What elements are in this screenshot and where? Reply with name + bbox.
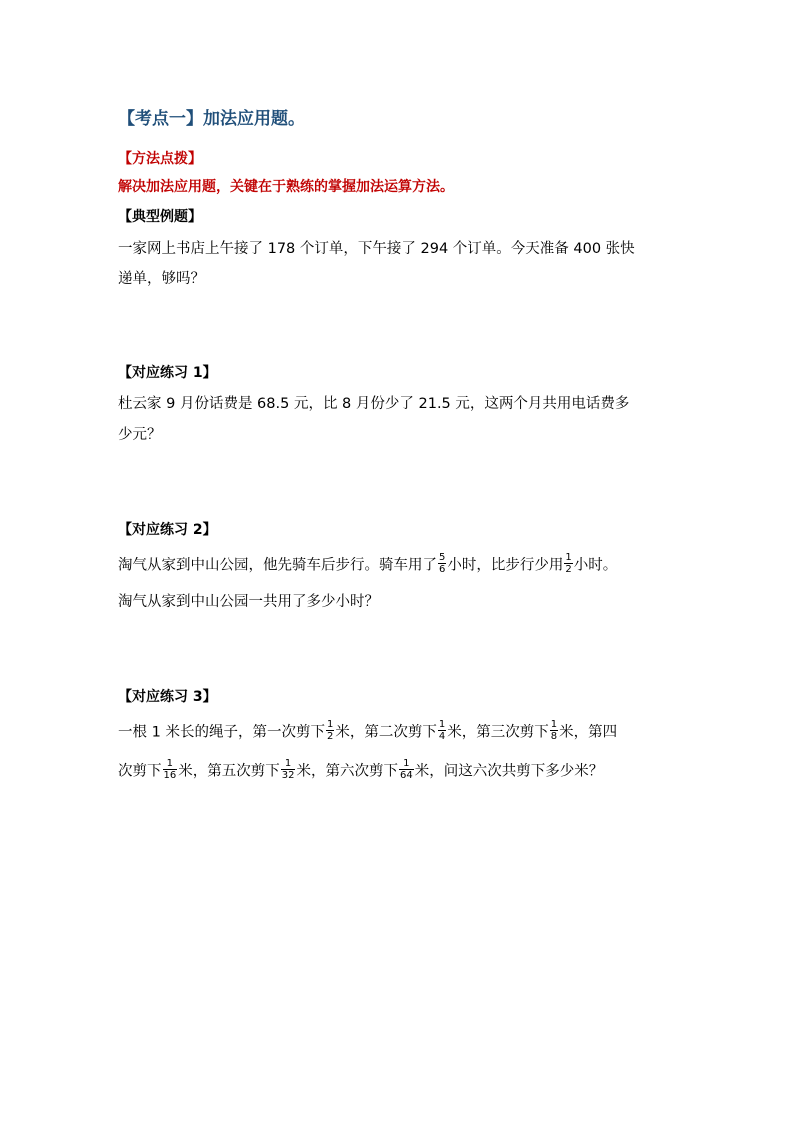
- section-heading: 【考点一】加法应用题。: [118, 109, 305, 129]
- practice3-text: 米，第六次剪下: [296, 763, 398, 780]
- practice3-text: 米，第二次剪下: [335, 724, 437, 741]
- practice3-text: 次剪下: [118, 763, 162, 780]
- practice3-text: 一根 1 米长的绳子，第一次剪下: [118, 724, 325, 741]
- fraction-numerator: 1: [438, 719, 446, 730]
- fraction: [399, 758, 414, 781]
- fraction: [550, 719, 558, 742]
- fraction-numerator: 1: [326, 719, 334, 730]
- practice2-text-c: 小时。: [573, 557, 618, 574]
- fraction: [438, 552, 446, 575]
- practice1-label: 【对应练习 1】: [118, 365, 217, 381]
- example-line-1: 一家网上书店上午接了 178 个订单，下午接了 294 个订单。今天准备 400 张快: [118, 241, 635, 257]
- fraction-denominator: 6: [439, 564, 446, 575]
- fraction-numerator: 5: [439, 552, 446, 563]
- example-label: 【典型例题】: [118, 209, 202, 225]
- fraction-numerator: 1: [550, 719, 558, 730]
- example-line-2: 递单，够吗？: [118, 271, 205, 287]
- fraction: [281, 758, 296, 781]
- fraction-denominator: 8: [550, 731, 558, 742]
- practice3-text: 米，问这六次共剪下多少米？: [414, 763, 604, 780]
- practice1-line-2: 少元？: [118, 427, 162, 443]
- fraction: [163, 758, 178, 781]
- fraction: [438, 719, 446, 742]
- fraction-denominator: 4: [438, 731, 446, 742]
- practice3-line-2: [118, 760, 603, 783]
- fraction-denominator: 32: [281, 770, 295, 781]
- practice3-text: 米，第三次剪下: [447, 724, 549, 741]
- fraction-denominator: 2: [326, 731, 334, 742]
- practice3-text: 米，第五次剪下: [178, 763, 280, 780]
- practice2-line-1: [118, 554, 617, 577]
- practice1-line-1: 杜云家 9 月份话费是 68.5 元，比 8 月份少了 21.5 元，这两个月共用电话费多: [118, 396, 630, 412]
- practice2-text-b: 小时，比步行少用: [447, 557, 564, 574]
- fraction-numerator: 1: [284, 758, 292, 769]
- fraction-numerator: 1: [565, 552, 572, 563]
- fraction-denominator: 2: [565, 564, 572, 575]
- practice2-text-a: 淘气从家到中山公园，他先骑车后步行。骑车用了: [118, 557, 437, 574]
- practice3-line-1: [118, 721, 617, 744]
- fraction-numerator: 1: [166, 758, 174, 769]
- method-label: 【方法点拨】: [118, 151, 202, 167]
- practice3-text: 米，第四: [559, 724, 618, 741]
- practice3-label: 【对应练习 3】: [118, 689, 217, 705]
- fraction: [564, 552, 572, 575]
- fraction: [326, 719, 334, 742]
- fraction-denominator: 16: [163, 770, 177, 781]
- practice2-label: 【对应练习 2】: [118, 522, 217, 538]
- method-tip: 解决加法应用题，关键在于熟练的掌握加法运算方法。: [118, 179, 454, 195]
- practice2-line-2: 淘气从家到中山公园一共用了多少小时？: [118, 594, 379, 610]
- fraction-denominator: 64: [399, 770, 413, 781]
- fraction-numerator: 1: [403, 758, 410, 769]
